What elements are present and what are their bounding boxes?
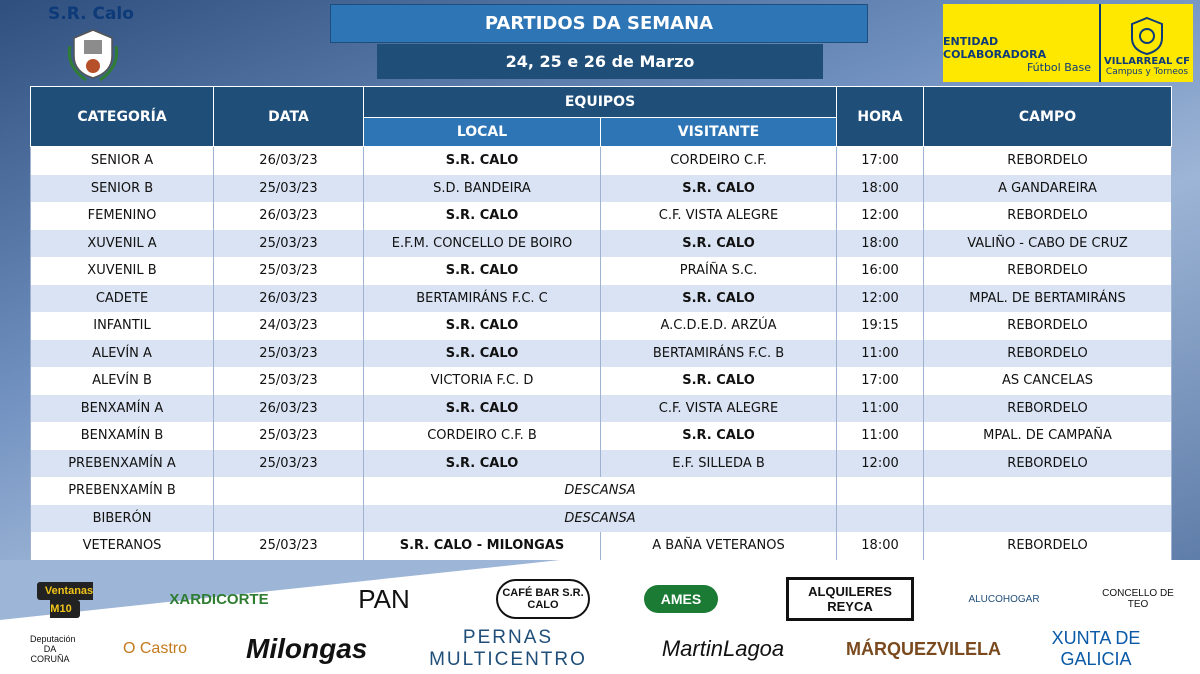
cell-local: CORDEIRO C.F. B (364, 422, 601, 450)
sponsor-logo-milongas: Milongas (246, 633, 368, 664)
cell-campo: REBORDELO (924, 450, 1172, 478)
cell-local: S.D. BANDEIRA (364, 175, 601, 203)
cell-descansa: DESCANSA (364, 477, 837, 505)
cell-data: 25/03/23 (214, 230, 364, 258)
sponsor-logo-ventanas: Ventanas M10 (28, 581, 102, 617)
sponsor-logo-reyca: ALQUILERES REYCA (786, 577, 914, 621)
cell-campo (924, 477, 1172, 505)
cell-data: 26/03/23 (214, 202, 364, 230)
cell-data (214, 477, 364, 505)
cell-categoria: PREBENXAMÍN A (31, 450, 214, 478)
cell-categoria: SENIOR B (31, 175, 214, 203)
cell-campo: REBORDELO (924, 147, 1172, 175)
sponsor-logo-o-castro: O Castro (122, 640, 187, 657)
table-row (31, 367, 1172, 395)
sponsor-logo-concello-teo: CONCELLO DE TEO (1102, 588, 1174, 610)
table-row (31, 312, 1172, 340)
cell-visitante: CORDEIRO C.F. (601, 147, 837, 175)
cell-campo: VALIÑO - CABO DE CRUZ (924, 230, 1172, 258)
cell-visitante: S.R. CALO (601, 367, 837, 395)
cell-hora: 18:00 (837, 230, 924, 258)
table-row (31, 230, 1172, 258)
club-name: S.R. Calo (48, 4, 134, 24)
sponsor-box-subtitle: Campus y Torneos (1105, 67, 1189, 77)
cell-data: 26/03/23 (214, 147, 364, 175)
cell-visitante: PRAÍÑA S.C. (601, 257, 837, 285)
header-visitante: VISITANTE (601, 118, 837, 147)
sponsor-box-line2: Fútbol Base (1026, 61, 1091, 74)
cell-visitante: BERTAMIRÁNS F.C. B (601, 340, 837, 368)
week-dates: 24, 25 e 26 de Marzo (377, 44, 823, 79)
cell-campo: A GANDAREIRA (924, 175, 1172, 203)
table-row (31, 477, 1172, 505)
cell-data: 26/03/23 (214, 395, 364, 423)
cell-hora (837, 505, 924, 533)
cell-data: 25/03/23 (214, 175, 364, 203)
cell-visitante: C.F. VISTA ALEGRE (601, 395, 837, 423)
cell-hora (837, 477, 924, 505)
header-data: DATA (214, 87, 364, 147)
cell-categoria: XUVENIL B (31, 257, 214, 285)
table-row (31, 147, 1172, 175)
cell-categoria: BENXAMÍN B (31, 422, 214, 450)
sponsor-logo-ames: AMES (644, 585, 718, 613)
sponsor-logo-martin-lagoa: MartinLagoa (661, 636, 785, 661)
sponsor-box-left (943, 4, 1101, 82)
cell-categoria: PREBENXAMÍN B (31, 477, 214, 505)
cell-categoria: ALEVÍN A (31, 340, 214, 368)
cell-data (214, 505, 364, 533)
cell-hora: 16:00 (837, 257, 924, 285)
cell-categoria: VETERANOS (31, 532, 214, 560)
cell-visitante: E.F. SILLEDA B (601, 450, 837, 478)
matches-table (30, 86, 1172, 560)
cell-data: 25/03/23 (214, 257, 364, 285)
cell-campo: REBORDELO (924, 532, 1172, 560)
header-categoria: CATEGORÍA (31, 87, 214, 147)
cell-hora: 11:00 (837, 395, 924, 423)
table-row (31, 505, 1172, 533)
sponsor-logo-marquezvilela: MÁRQUEZVILELA (846, 638, 1001, 659)
cell-local: S.R. CALO (364, 202, 601, 230)
table-row (31, 532, 1172, 560)
cell-hora: 17:00 (837, 367, 924, 395)
header-equipos: EQUIPOS (364, 87, 837, 118)
cell-campo: MPAL. DE BERTAMIRÁNS (924, 285, 1172, 313)
table-row (31, 395, 1172, 423)
cell-hora: 19:15 (837, 312, 924, 340)
villarreal-crest-icon (1130, 16, 1164, 56)
cell-hora: 12:00 (837, 450, 924, 478)
table-row (31, 285, 1172, 313)
cell-campo: REBORDELO (924, 257, 1172, 285)
cell-visitante: S.R. CALO (601, 422, 837, 450)
cell-campo (924, 505, 1172, 533)
cell-data: 26/03/23 (214, 285, 364, 313)
cell-local: S.R. CALO (364, 312, 601, 340)
sponsor-logo-pan: PAN (358, 583, 410, 614)
sponsor-box-club: VILLARREAL CF (1104, 56, 1190, 67)
cell-visitante: S.R. CALO (601, 285, 837, 313)
header-local: LOCAL (364, 118, 601, 147)
cell-hora: 11:00 (837, 422, 924, 450)
table-row (31, 257, 1172, 285)
cell-campo: REBORDELO (924, 395, 1172, 423)
villarreal-sponsor-box (943, 4, 1193, 82)
cell-categoria: SENIOR A (31, 147, 214, 175)
sponsor-logo-xardicorte: XARDICORTE (169, 590, 269, 608)
cell-campo: AS CANCELAS (924, 367, 1172, 395)
cell-campo: MPAL. DE CAMPAÑA (924, 422, 1172, 450)
cell-descansa: DESCANSA (364, 505, 837, 533)
cell-categoria: INFANTIL (31, 312, 214, 340)
sponsor-logo-xunta: XUNTA DE GALICIA (1051, 628, 1141, 669)
cell-visitante: A.C.D.E.D. ARZÚA (601, 312, 837, 340)
cell-local: S.R. CALO (364, 257, 601, 285)
cell-categoria: FEMENINO (31, 202, 214, 230)
cell-data: 25/03/23 (214, 532, 364, 560)
table-row (31, 450, 1172, 478)
cell-categoria: BIBERÓN (31, 505, 214, 533)
cell-visitante: C.F. VISTA ALEGRE (601, 202, 837, 230)
cell-campo: REBORDELO (924, 202, 1172, 230)
sponsor-logo-cafe-bar: CAFÉ BAR S.R. CALO (496, 579, 590, 619)
page-title: PARTIDOS DA SEMANA (330, 4, 868, 43)
cell-hora: 17:00 (837, 147, 924, 175)
sponsor-logo-pernas: PERNAS MULTICENTRO (429, 627, 587, 670)
cell-local: E.F.M. CONCELLO DE BOIRO (364, 230, 601, 258)
cell-data: 25/03/23 (214, 367, 364, 395)
cell-categoria: ALEVÍN B (31, 367, 214, 395)
cell-hora: 18:00 (837, 175, 924, 203)
cell-campo: REBORDELO (924, 340, 1172, 368)
club-crest-icon (66, 26, 120, 82)
cell-local: S.R. CALO (364, 340, 601, 368)
header-hora: HORA (837, 87, 924, 147)
sponsor-box-line1: ENTIDAD COLABORADORA (943, 35, 1047, 61)
cell-data: 25/03/23 (214, 340, 364, 368)
cell-hora: 18:00 (837, 532, 924, 560)
sponsor-logo-deputacion: Deputación DA CORUÑA (30, 634, 76, 664)
cell-hora: 12:00 (837, 202, 924, 230)
cell-visitante: A BAÑA VETERANOS (601, 532, 837, 560)
sponsor-box-right (1101, 4, 1193, 82)
cell-categoria: BENXAMÍN A (31, 395, 214, 423)
table-row (31, 202, 1172, 230)
cell-hora: 11:00 (837, 340, 924, 368)
cell-visitante: S.R. CALO (601, 230, 837, 258)
cell-campo: REBORDELO (924, 312, 1172, 340)
cell-local: S.R. CALO (364, 147, 601, 175)
cell-data: 25/03/23 (214, 450, 364, 478)
table-row (31, 175, 1172, 203)
cell-data: 25/03/23 (214, 422, 364, 450)
cell-categoria: XUVENIL A (31, 230, 214, 258)
cell-visitante: S.R. CALO (601, 175, 837, 203)
sponsor-logos-row-1 (0, 574, 1200, 624)
sponsor-logos-row-2 (0, 626, 1200, 672)
cell-local: S.R. CALO (364, 450, 601, 478)
table-row (31, 422, 1172, 450)
cell-local: BERTAMIRÁNS F.C. C (364, 285, 601, 313)
cell-local: VICTORIA F.C. D (364, 367, 601, 395)
cell-local: S.R. CALO (364, 395, 601, 423)
cell-data: 24/03/23 (214, 312, 364, 340)
table-row (31, 340, 1172, 368)
cell-hora: 12:00 (837, 285, 924, 313)
header-campo: CAMPO (924, 87, 1172, 147)
cell-local: S.R. CALO - MILONGAS (364, 532, 601, 560)
cell-categoria: CADETE (31, 285, 214, 313)
sponsor-logo-alucohogar: ALUCOHOGAR (968, 593, 1040, 605)
